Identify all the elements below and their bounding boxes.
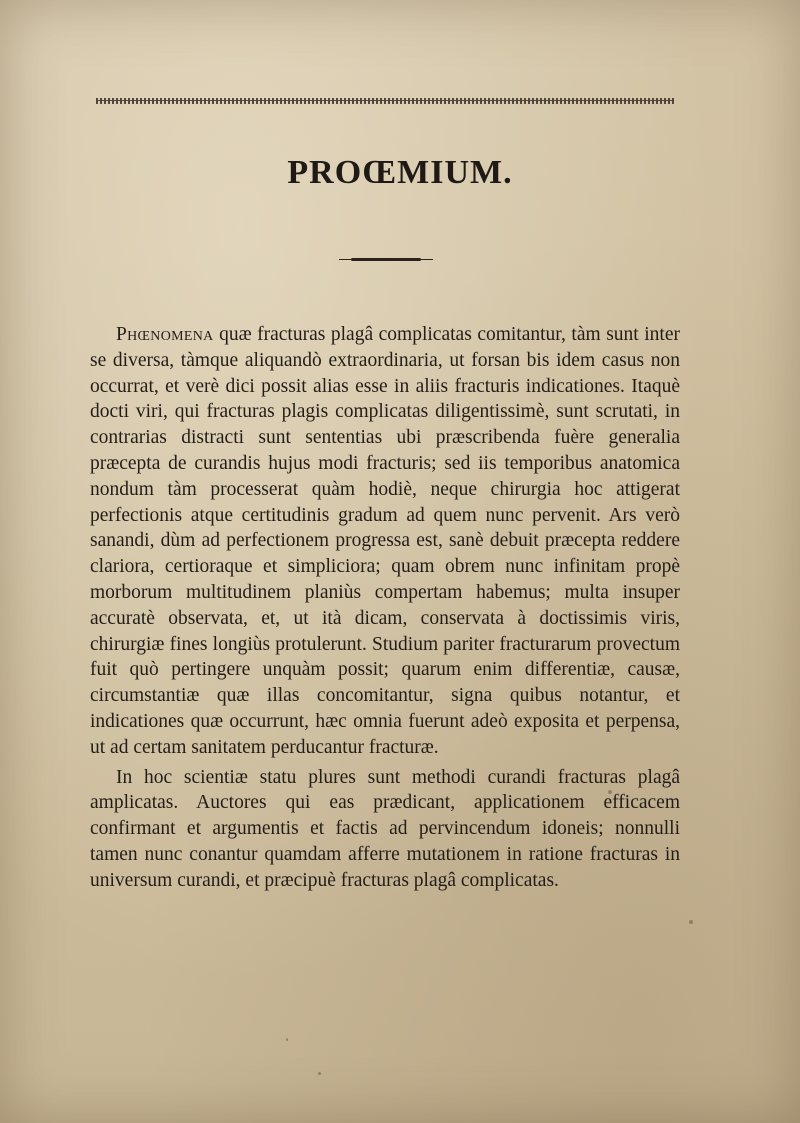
paragraph-1 [90, 322, 680, 761]
paper-speck [608, 790, 612, 794]
paper-speck [318, 1072, 321, 1075]
title-divider [351, 258, 421, 261]
paper-speck [689, 920, 693, 924]
paragraph-2: In hoc scientiæ statu plures sunt methodi curandi fracturas plagâ amplicatas. Auctores qui eas prædicant, applicationem efficacem confirmant et argumentis et factis ad pervincendum idoneis; nonnulli tamen nunc conantur quamdam afferre mutationem in ratione fracturas in universum curandi, et præcipuè fracturas plagâ complicatas. [90, 766, 680, 891]
page-title: PROŒMIUM. [287, 154, 513, 191]
body-text [90, 322, 680, 894]
paragraph-1-text: quæ fracturas plagâ complicatas comitantur, tàm sunt inter se diversa, tàmque aliquandò extraordinaria, ut forsan bis idem casus non occurrat, et verè dici possit alias esse in aliis fracturis indicationes. Itaquè docti viri, qui fracturas plagis complicatas diligentissimè, sunt scrutati, in contrarias distracti sunt sententias ubi præscribenda fuère generalia præcepta de curandis hujus modi fracturis; sed iis temporibus anatomica nondum tàm processerat quàm hodiè, neque chirurgia hoc attigerat perfectionis atque certitudinis gradum ad quem nunc pervenit. Ars verò sanandi, dùm ad perfectionem progressa est, sanè debuit præcepta reddere clariora, certioraque et simpliciora; quam obrem nunc infinitam propè morborum multitudinem planiùs compertam habemus; multa insuper accuratè observata, et, ut ità dicam, conservata à doctissimis viris, chirurgiæ fines longiùs protulerunt. Studium pariter fracturarum provectum fuit quò pertingere unquàm possit; quarum enim differentiæ, causæ, circumstantiæ quæ illas concomitantur, signa quibus notantur, et indicationes quæ occurrunt, hæc omnia fuerunt adeò exposita et perpensa, ut ad certam sanitatem perducantur fracturæ. [90, 324, 680, 758]
paper-speck [286, 1038, 288, 1041]
top-ornamental-rule [96, 98, 674, 104]
paragraph-1-lead-word: Phœnomena [116, 324, 214, 345]
